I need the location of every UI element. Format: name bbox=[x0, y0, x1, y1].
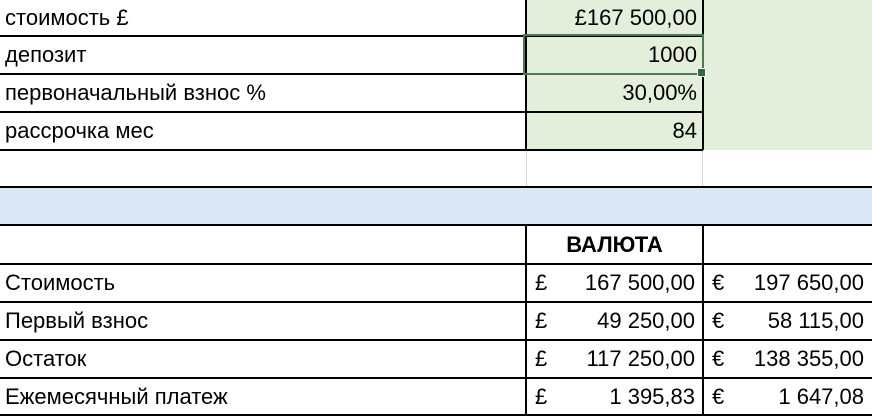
gridline bbox=[526, 150, 527, 187]
table-row bbox=[0, 302, 872, 340]
gbp-cell[interactable] bbox=[526, 264, 703, 302]
eur-amount: 58 115,00 bbox=[767, 308, 864, 333]
input-value-down-payment-percent[interactable]: 30,00% bbox=[622, 80, 697, 105]
currency-header[interactable]: ВАЛЮТА bbox=[566, 232, 663, 257]
input-row bbox=[0, 0, 872, 36]
input-value-installment-months[interactable]: 84 bbox=[672, 118, 697, 143]
eur-amount: 197 650,00 bbox=[753, 270, 864, 295]
table-row bbox=[0, 264, 872, 302]
eur-cell[interactable] bbox=[703, 340, 872, 378]
input-label-down-payment-percent[interactable]: первоначальный взнос % bbox=[5, 80, 266, 105]
table-header-row bbox=[0, 226, 872, 264]
input-row bbox=[0, 36, 872, 74]
border-line bbox=[0, 149, 703, 151]
border-line bbox=[0, 339, 872, 341]
eur-symbol: € bbox=[712, 308, 725, 333]
border-line bbox=[702, 225, 704, 416]
input-row bbox=[0, 112, 872, 150]
table-row bbox=[0, 340, 872, 378]
gbp-amount: 167 500,00 bbox=[584, 270, 695, 295]
border-line bbox=[0, 301, 872, 303]
border-line bbox=[0, 224, 872, 226]
gbp-symbol: £ bbox=[535, 346, 548, 371]
gbp-cell[interactable] bbox=[526, 378, 703, 416]
gbp-amount: 1 395,83 bbox=[609, 384, 695, 409]
border-line bbox=[0, 186, 872, 188]
row-label[interactable]: Первый взнос bbox=[5, 308, 149, 333]
eur-symbol: € bbox=[712, 270, 725, 295]
border-line bbox=[0, 377, 872, 379]
border-line bbox=[525, 225, 527, 416]
row-label[interactable]: Остаток bbox=[5, 346, 87, 371]
input-label-cost[interactable]: стоимость £ bbox=[5, 5, 129, 30]
gbp-amount: 117 250,00 bbox=[586, 346, 695, 371]
fill-handle[interactable] bbox=[697, 68, 706, 77]
border-line bbox=[0, 263, 872, 265]
separator-band-row[interactable] bbox=[0, 187, 872, 224]
border-line bbox=[525, 0, 527, 150]
eur-cell[interactable] bbox=[703, 378, 872, 416]
input-label-installment-months[interactable]: рассрочка мес bbox=[5, 118, 154, 143]
eur-cell[interactable] bbox=[703, 264, 872, 302]
eur-symbol: € bbox=[712, 346, 725, 371]
gbp-amount: 49 250,00 bbox=[597, 308, 695, 333]
gbp-cell[interactable] bbox=[526, 340, 703, 378]
row-label[interactable]: Стоимость bbox=[5, 270, 116, 295]
eur-symbol: € bbox=[712, 384, 725, 409]
border-line bbox=[0, 111, 703, 113]
input-value-deposit[interactable]: 1000 bbox=[648, 42, 697, 67]
eur-amount: 138 355,00 bbox=[753, 346, 864, 371]
input-value-cost[interactable]: £167 500,00 bbox=[574, 5, 697, 30]
row-label[interactable]: Ежемесячный платеж bbox=[5, 384, 228, 409]
table-row bbox=[0, 378, 872, 416]
gbp-cell[interactable] bbox=[526, 302, 703, 340]
input-row bbox=[0, 74, 872, 112]
gridline bbox=[702, 150, 703, 187]
gbp-symbol: £ bbox=[535, 308, 548, 333]
gbp-symbol: £ bbox=[535, 270, 548, 295]
eur-cell[interactable] bbox=[703, 302, 872, 340]
eur-amount: 1 647,08 bbox=[778, 384, 864, 409]
gbp-symbol: £ bbox=[535, 384, 548, 409]
active-cell-selection[interactable] bbox=[523, 34, 704, 75]
input-label-deposit[interactable]: депозит bbox=[5, 42, 87, 67]
